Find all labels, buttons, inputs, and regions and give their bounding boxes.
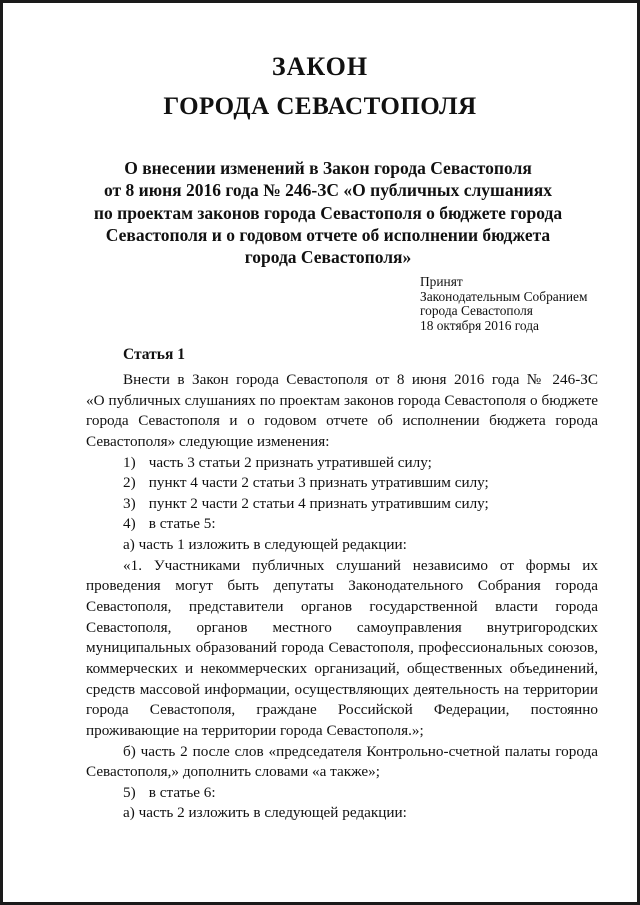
list-item — [86, 783, 598, 804]
list-item-text: в статье 6: — [148, 783, 216, 801]
sub-item: а) часть 2 изложить в следующей редакции: — [123, 804, 407, 822]
list-item-text: пункт 2 части 2 статьи 4 признать утратившим силу; — [148, 494, 489, 512]
scan-border-left — [0, 0, 3, 905]
subtitle-line: Севастополя и о годовом отчете об исполнении бюджета — [105, 224, 551, 245]
adoption-date: 18 октября 2016 года — [420, 317, 539, 333]
document-city: ГОРОДА СЕВАСТОПОЛЯ — [163, 93, 477, 120]
list-item-number: 5) — [123, 783, 136, 801]
list-item-text: в статье 5: — [148, 515, 216, 533]
quote-line: «1. Участниками публичных слушаний независимо от формы их — [123, 556, 598, 574]
quote-line: города Севастополя, граждане Российской Федерации, постоянно — [86, 701, 598, 719]
list-item — [86, 494, 598, 515]
quote-line: средств массовой информации, осуществляющих деятельность на территории — [86, 680, 598, 698]
sub-item: б) часть 2 после слов «председателя Контрольно-счетной палаты города — [123, 742, 598, 760]
adoption-line: города Севастополя — [420, 303, 533, 318]
subtitle-line: О внесении изменений в Закон города Севастополя — [124, 158, 532, 178]
quote-line: проведения могут быть депутаты Законодательного Собрания города — [86, 577, 598, 595]
body-line: Внести в Закон города Севастополя от 8 июня 2016 года № 246-ЗС — [123, 371, 598, 388]
law-subtitle — [60, 157, 596, 268]
body-line: «О публичных слушаниях по проектам законов города Севастополя о бюджете — [86, 391, 598, 409]
adoption-line: Законодательным Собранием — [420, 288, 588, 304]
adoption-line: Принят — [420, 274, 463, 289]
quote-line: Севастополя, представители органов государственной власти города — [86, 598, 598, 616]
list-item-number: 2) — [123, 474, 136, 492]
quote-line: муниципальных образований города Севастополя, профессиональных союзов, — [86, 639, 598, 657]
subtitle-line: города Севастополя» — [244, 247, 412, 268]
body-line: города Севастополя и о годовом отчете об исполнении бюджета города — [86, 412, 598, 430]
adoption-note — [420, 275, 587, 333]
quote-line: Севастополя, органов местного самоуправления внутригородских — [86, 618, 598, 636]
list-item-text: пункт 4 части 2 статьи 3 признать утратившим силу; — [148, 474, 489, 492]
list-item-text: часть 3 статьи 2 признать утратившей силу; — [148, 453, 432, 471]
sub-item: Севастополя,» дополнить словами «а также»; — [86, 763, 380, 781]
article-heading: Статья 1 — [123, 346, 185, 363]
list-item — [86, 473, 598, 494]
list-item — [86, 514, 598, 535]
quote-line: проживающие на территории города Севастополя.»; — [86, 721, 424, 739]
list-item-number: 1) — [123, 453, 136, 471]
sub-item: а) часть 1 изложить в следующей редакции: — [123, 536, 407, 554]
subtitle-line: от 8 июня 2016 года № 246-ЗС «О публичных слушаниях — [104, 180, 552, 201]
article-body — [86, 370, 598, 824]
body-line: Севастополя» следующие изменения: — [86, 432, 330, 450]
subtitle-line: по проектам законов города Севастополя о бюджете города — [93, 202, 563, 223]
quote-line: коммерческих и некоммерческих организаций, общественных объединений, — [86, 659, 598, 677]
scan-border-top — [0, 0, 640, 3]
list-item — [86, 453, 598, 474]
list-item-number: 3) — [123, 494, 136, 512]
document-title: ЗАКОН — [271, 52, 369, 81]
list-item-number: 4) — [123, 515, 136, 533]
